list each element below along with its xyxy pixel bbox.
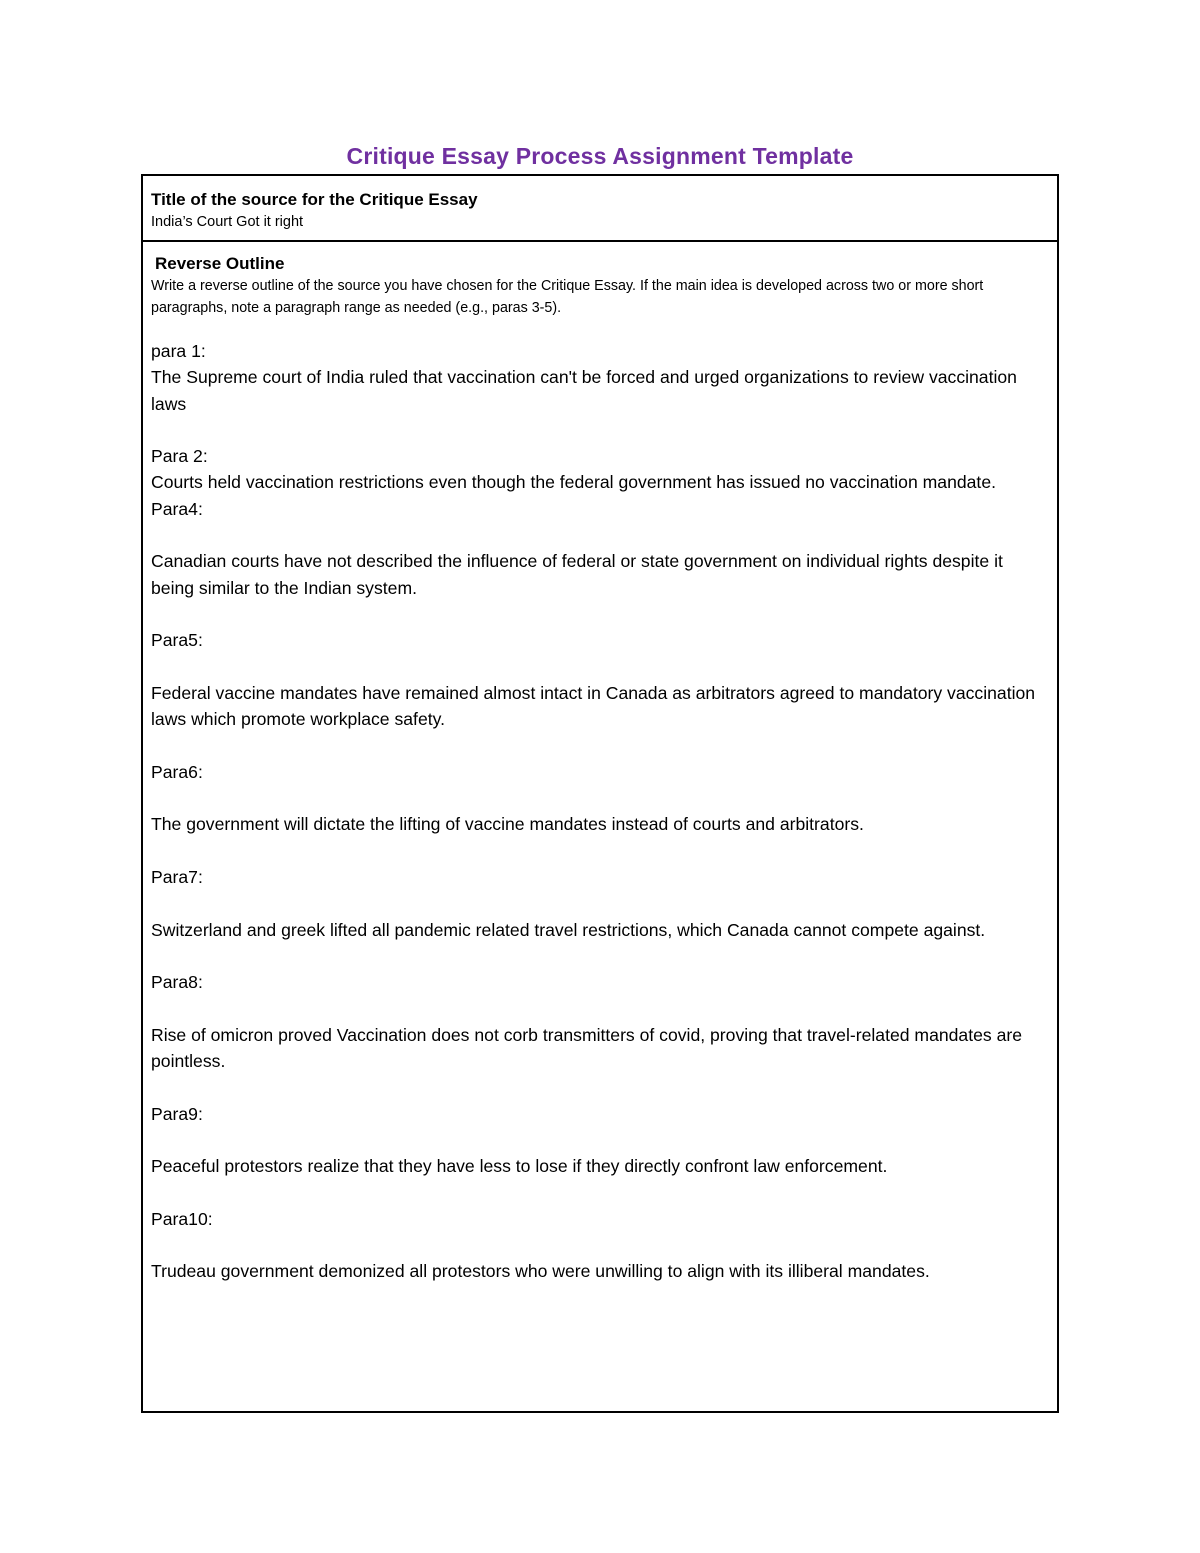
outline-entry-para-8 <box>151 969 1047 1074</box>
entry-label: Para5: <box>151 630 203 651</box>
entry-label: Para 2: <box>151 446 208 467</box>
entry-label: Para8: <box>151 972 203 993</box>
entry-label: para 1: <box>151 341 206 361</box>
entry-text: Switzerland and greek lifted all pandemic related travel restrictions, which Canada cannot compete against. <box>151 919 986 940</box>
entry-label: Para4: <box>151 498 203 519</box>
entry-label: Para9: <box>151 1103 203 1124</box>
entry-text: The Supreme court of India ruled that vaccination can't be forced and urged organizations to review vaccination laws <box>151 367 1017 414</box>
source-title-cell <box>143 176 1057 242</box>
entry-label: Para6: <box>151 761 203 782</box>
entry-text: Courts held vaccination restrictions even though the federal government has issued no vaccination mandate. <box>151 472 996 493</box>
source-title-heading: Title of the source for the Critique Essay <box>151 190 478 209</box>
entry-label: Para10: <box>151 1208 213 1229</box>
reverse-outline-instructions: Write a reverse outline of the source you have chosen for the Critique Essay. If the main idea is developed across two or more short paragraphs, note a paragraph range as needed (e.g., paras 3-5). <box>151 278 984 316</box>
outline-entry-para-2 <box>151 443 1047 496</box>
outline-entry-para-1 <box>151 338 1047 417</box>
outline-entry-para-6 <box>151 759 1047 838</box>
entry-text: Federal vaccine mandates have remained almost intact in Canada as arbitrators agreed to mandatory vaccination laws which promote workplace safety. <box>151 682 1036 730</box>
entry-text: The government will dictate the lifting of vaccine mandates instead of courts and arbitrators. <box>151 814 864 835</box>
entry-text: Trudeau government demonized all protestors who were unwilling to align with its illiberal mandates. <box>151 1261 930 1282</box>
outline-entry-para-9 <box>151 1101 1047 1180</box>
entry-label: Para7: <box>151 866 203 887</box>
outline-entry-para-5 <box>151 627 1047 732</box>
reverse-outline-heading: Reverse Outline <box>155 254 285 273</box>
outline-entry-para-4 <box>151 496 1047 601</box>
template-table <box>141 174 1059 1413</box>
entry-text: Canadian courts have not described the influence of federal or state government on individual rights despite it being similar to the Indian system. <box>151 551 1003 598</box>
reverse-outline-cell <box>143 242 1057 1285</box>
outline-entries <box>151 338 1047 1285</box>
source-title-value: India’s Court Got it right <box>151 214 304 230</box>
outline-entry-para-7 <box>151 864 1047 943</box>
entry-text: Peaceful protestors realize that they have less to lose if they directly confront law enforcement. <box>151 1156 888 1177</box>
page-title: Critique Essay Process Assignment Template <box>346 143 854 169</box>
outline-entry-para-10 <box>151 1206 1047 1285</box>
entry-text: Rise of omicron proved Vaccination does not corb transmitters of covid, proving that travel-related mandates are pointless. <box>151 1024 1022 1072</box>
